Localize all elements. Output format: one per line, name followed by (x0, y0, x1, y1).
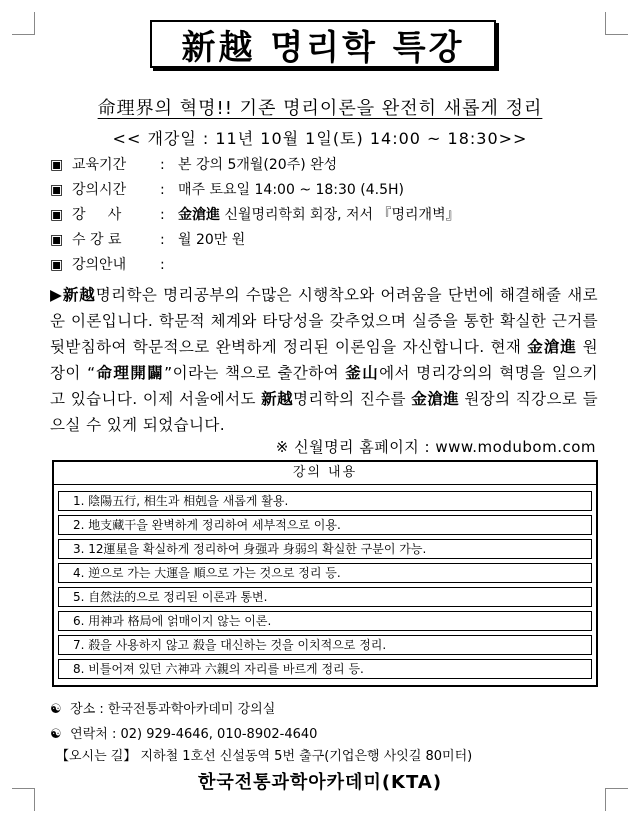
directions-line: 【오시는 길】 지하철 1호선 신설동역 5번 출구(기업은행 사잇길 80미터) (56, 749, 473, 764)
course-content-table (52, 460, 598, 687)
instructor-name: 金滄進 (178, 206, 220, 223)
info-row-fee: ▣ 수 강 료 : 월 20만 원 (50, 227, 610, 252)
list-item: 5. 自然法的으로 정리된 이론과 통변. (58, 587, 592, 607)
info-value: 매주 토요일 14:00 ~ 18:30 (4.5H) (178, 181, 405, 198)
opening-date: << 개강일 : 11년 10월 1일(토) 14:00 ~ 18:30>> (112, 129, 528, 148)
info-label: 수 강 료 (72, 231, 122, 248)
contact-line (50, 723, 317, 742)
arrow-icon: ▶ (50, 286, 63, 304)
yin-yang-icon: ☯ (50, 727, 62, 742)
page-corner-mark (605, 12, 628, 35)
contact-text: 연락처 : 02) 929-4646, 010-8902-4640 (70, 727, 318, 742)
course-info (50, 152, 610, 277)
list-item: 7. 殺을 사용하지 않고 殺을 대신하는 것을 이치적으로 정리. (58, 635, 592, 655)
list-item: 1. 陰陽五行, 相生과 相剋을 새롭게 활용. (58, 491, 592, 511)
info-row-instructor: ▣ 강 사 : 金滄進 신월명리학회 회장, 저서 『명리개벽』 (50, 202, 610, 227)
page-title (150, 20, 496, 68)
list-item: 3. 12運星을 확실하게 정리하여 身强과 身弱의 확실한 구분이 가능. (58, 539, 592, 559)
list-item: 8. 비틀어져 있던 六神과 六親의 자리를 바르게 정리 등. (58, 659, 592, 679)
page-corner-mark (12, 12, 35, 35)
place-line (50, 698, 275, 717)
course-description: ▶新越명리학은 명리공부의 수많은 시행착오와 어려움을 단번에 해결해줄 새로운 이론입니다. 학문적 체계와 타당성을 갖추었으며 실증을 통한 확실한 근거를 뒷받침하여 학문적으로 완벽하게 정리된 이론임을 자신합니다. 현재 金滄進 원장이 “命理開闢”이라는 책으로 출간하여 釜山에서 명리강의의 혁명을 일으키고 있습니다. 이제 서울에서도 新越명리학의 진수를 金滄進 원장의 직강으로 들으실 수 있게 되었습니다. (50, 286, 599, 434)
bullet-icon: ▣ (50, 156, 64, 173)
list-item: 2. 地支藏干을 완벽하게 정리하여 세부적으로 이용. (58, 515, 592, 535)
yin-yang-icon: ☯ (50, 702, 62, 717)
info-row-period: ▣ 교육기간 : 본 강의 5개월(20주) 완성 (50, 152, 610, 177)
list-item: 4. 逆으로 가는 大運을 順으로 가는 것으로 정리 등. (58, 563, 592, 583)
info-label: 강의시간 (72, 181, 127, 198)
info-label: 강의안내 (72, 256, 127, 273)
instructor-desc: 신월명리학회 회장, 저서 『명리개벽』 (224, 206, 460, 223)
info-value (178, 206, 610, 224)
subtitle (0, 94, 640, 120)
info-row-guide: ▣ 강의안내 : (50, 256, 165, 273)
info-value: 월 20만 원 (178, 231, 246, 248)
place-text: 장소 : 한국전통과학아카데미 강의실 (70, 702, 276, 717)
info-label: 강 사 (72, 206, 122, 223)
list-item: 6. 用神과 格局에 얽매이지 않는 이론. (58, 611, 592, 631)
bullet-icon: ▣ (50, 181, 64, 198)
table-header: 강의 내용 (54, 462, 596, 485)
info-value: 본 강의 5개월(20주) 완성 (178, 156, 338, 173)
homepage-note: ※ 신월명리 홈페이지 : www.modubom.com (275, 438, 596, 456)
info-label: 교육기간 (72, 156, 127, 173)
page-title-text: 新越 명리학 특강 (181, 27, 465, 68)
bullet-icon: ▣ (50, 206, 64, 223)
bullet-icon: ▣ (50, 231, 64, 248)
organization-name: 한국전통과학아카데미(KTA) (197, 772, 443, 793)
bullet-icon: ▣ (50, 256, 64, 273)
info-row-time: ▣ 강의시간 : 매주 토요일 14:00 ~ 18:30 (4.5H) (50, 177, 610, 202)
subtitle-text: 命理界의 혁명!! 기존 명리이론을 완전히 새롭게 정리 (97, 98, 543, 119)
